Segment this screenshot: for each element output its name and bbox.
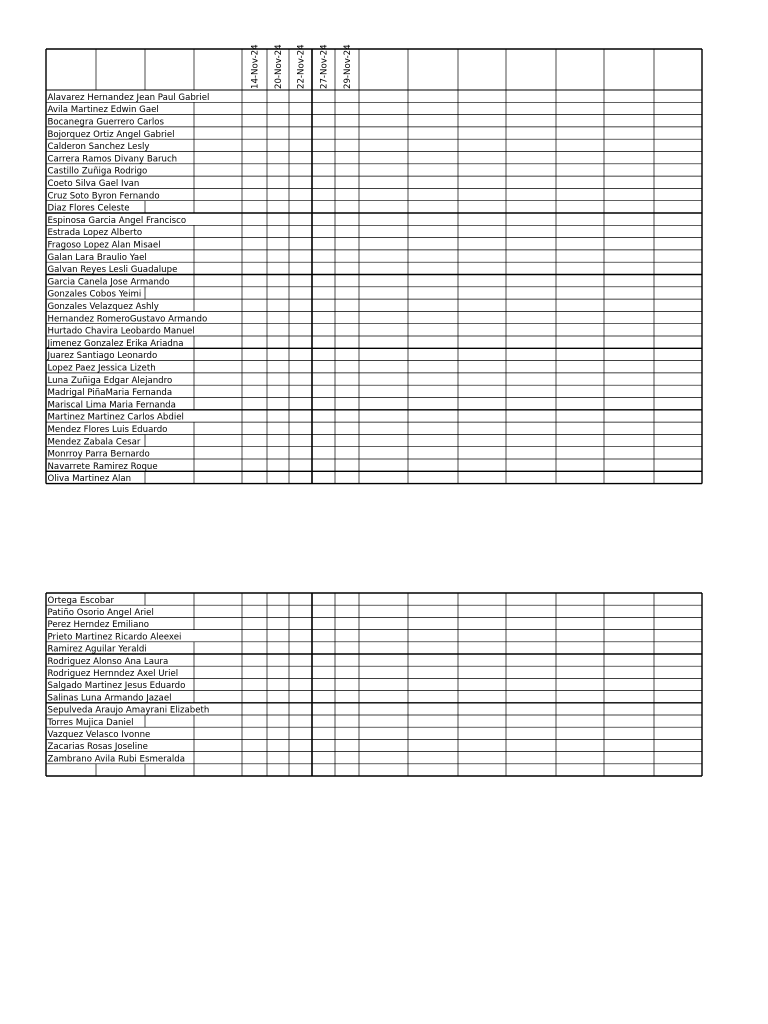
student-name: Galvan Reyes Lesli Guadalupe [47,265,178,276]
student-name: Ramirez Aguilar Yeraldi [47,644,147,655]
student-name: Monrroy Parra Bernardo [47,449,150,460]
student-name: Rodriguez Hernndez Axel Uriel [47,669,179,679]
student-name: Martinez Martinez Carlos Abdiel [47,412,184,423]
date-column-header: 29-Nov-24 [343,44,353,89]
date-column-header: 22-Nov-24 [296,44,307,89]
student-name: Rodriguez Alonso Ana Laura [47,656,169,667]
attendance-table-1 [46,44,702,484]
student-name: Salgado Martinez Jesus Eduardo [47,681,186,692]
student-name: Hernandez RomeroGustavo Armando [47,314,208,325]
student-name: Galan Lara Braulio Yael [47,252,147,263]
date-column-header: 27-Nov-24 [319,44,330,89]
student-name: Juarez Santiago Leonardo [47,351,158,362]
student-name: Cruz Soto Byron Fernando [47,191,160,202]
student-name: Avila Martinez Edwin Gael [47,105,159,116]
student-name: Zacarias Rosas Joseline [47,742,148,753]
student-name: Lopez Paez Jessica Lizeth [47,363,156,374]
student-name: Madrigal PiñaMaria Fernanda [47,388,173,399]
student-name: Ortega Escobar [47,595,115,606]
student-name: Mariscal Lima Maria Fernanda [47,400,176,411]
student-name: Salinas Luna Armando Jazael [47,693,172,704]
date-column-header: 14-Nov-24 [250,44,261,89]
student-name: Bojorquez Ortiz Angel Gabriel [47,129,175,140]
student-name: Alavarez Hernandez Jean Paul Gabriel [47,92,210,103]
student-name: Mendez Zabala Cesar [47,437,141,448]
student-name: Prieto Martinez Ricardo Aleexei [47,632,182,643]
student-name: Estrada Lopez Alberto [47,228,143,239]
student-name: Navarrete Ramirez Roque [47,461,158,472]
date-column-header: 20-Nov-24 [274,44,284,89]
student-name: Oliva Martinez Alan [47,474,132,485]
student-name: Calderon Sanchez Lesly [47,142,150,153]
student-name: Coeto Silva Gael Ivan [47,179,140,189]
student-name: Gonzales Velazquez Ashly [47,302,159,312]
student-name: Castillo Zuñiga Rodrigo [47,166,148,177]
student-name: Diaz Flores Celeste [47,203,130,214]
student-name: Garcia Canela Jose Armando [47,277,170,288]
student-name: Perez Herndez Emiliano [47,620,150,631]
student-name: Espinosa Garcia Angel Francisco [47,215,187,226]
student-name: Torres Mujica Daniel [47,717,134,728]
student-name: Jimenez Gonzalez Erika Ariadna [47,338,184,349]
student-name: Luna Zuñiga Edgar Alejandro [47,375,173,386]
student-name: Fragoso Lopez Alan Misael [47,240,161,251]
student-name: Sepulveda Araujo Amayrani Elizabeth [47,705,210,716]
student-name: Mendez Flores Luis Eduardo [47,425,168,435]
student-name: Zambrano Avila Rubi Esmeralda [47,754,186,765]
attendance-table-2 [46,593,702,776]
student-name: Carrera Ramos Divany Baruch [47,154,178,165]
student-name: Bocanegra Guerrero Carlos [47,117,165,128]
student-name: Vazquez Velasco Ivonne [47,730,151,740]
student-name: Hurtado Chavira Leobardo Manuel [47,326,195,337]
student-name: Gonzales Cobos Yeimi [47,289,142,300]
student-name: Patiño Osorio Angel Ariel [47,608,154,618]
